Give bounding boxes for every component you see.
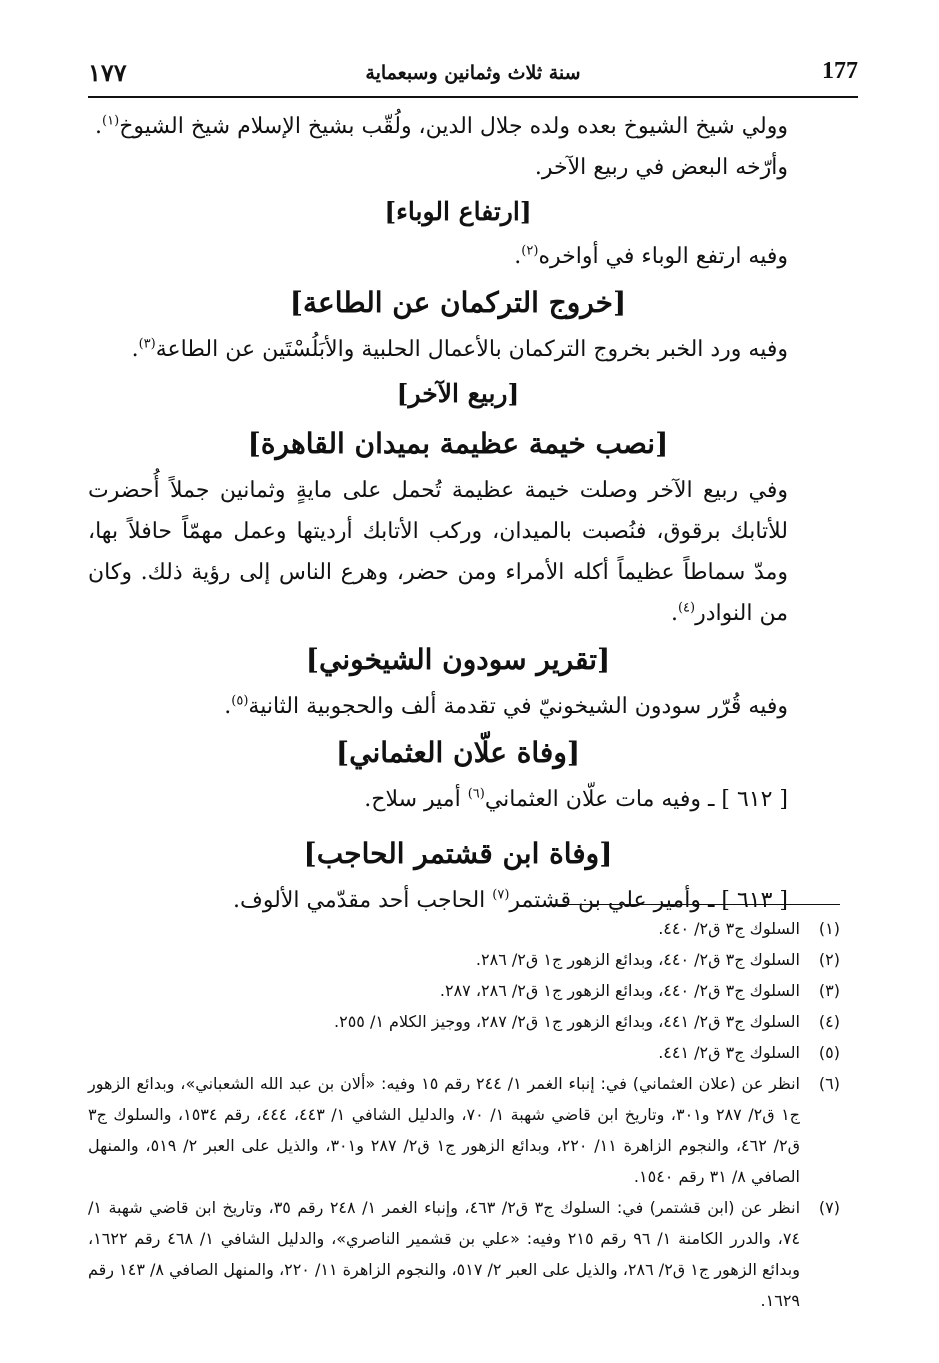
footnote-number: (١) bbox=[818, 919, 840, 938]
footnote-ref: (٥) bbox=[231, 693, 249, 709]
footnote-number: (٧) bbox=[818, 1198, 840, 1217]
footnote-ref: (٧) bbox=[492, 887, 510, 903]
page-header bbox=[88, 56, 858, 98]
text-line: وفيه ارتفع الوباء في أواخره bbox=[538, 244, 788, 269]
footnote-text: السلوك ج٣ ق٢/ ٤٤٠. bbox=[658, 919, 800, 938]
section-heading-allan: [وفاة علّان العثماني] bbox=[335, 736, 581, 769]
entry-text: أمير سلاح. bbox=[364, 787, 468, 812]
footnote-text: انظر عن (علان العثماني) في: إنباء الغمر ١/ ٢٤٤ رقم ١٥ وفيه: «ألان بن عبد الله الشعباني»، وبدائع الزهور ج١ ق٢/ ٢٨٧ و٣٠١، وتاريخ ابن قاضي شهبة ١/ ٧٠، والدليل الشافي ١/ ٤٤٣، ٤٤٤، رقم ١٥٣٤، والسلوك ج٣ ق٢/ ٤٦٢، والنجوم الزاهرة ١١/ ٢٢٠، وبدائع الزهور ج١ ق٢/ ٢٨٧ و٣٠١، والذيل على العبر ٢/ ٥١٩، والمنهل الصافي ٨/ ٣١ رقم ١٥٤٠. bbox=[88, 1074, 801, 1186]
entry-number: [ ٦١٣ ] bbox=[721, 888, 788, 913]
paragraph-succession bbox=[88, 106, 828, 147]
footnote-number: (٢) bbox=[818, 950, 840, 969]
period: . bbox=[95, 114, 103, 139]
footnote-text: السلوك ج٣ ق٢/ ٤٤٠، وبدائع الزهور ج١ ق٢/ ٢٨٦، ٢٨٧. bbox=[439, 981, 800, 1000]
footnote-ref: (٢) bbox=[521, 243, 539, 259]
footnote-divider bbox=[550, 904, 840, 905]
period: . bbox=[131, 337, 139, 362]
entry-text: ـ وفيه مات علّان العثماني bbox=[484, 787, 722, 812]
page-number-latin: 177 bbox=[822, 58, 858, 84]
section-heading-rabi: [ربيع الآخر] bbox=[396, 379, 520, 408]
paragraph-sudun bbox=[88, 686, 828, 727]
footnote-number: (٦) bbox=[818, 1074, 840, 1093]
text-line: وفيه ورد الخبر بخروج التركمان بالأعمال الحلبية والأبَلُسْتَين عن الطاعة bbox=[155, 337, 788, 362]
footnotes bbox=[88, 904, 840, 1316]
footnote-text: السلوك ج٣ ق٢/ ٤٤١. bbox=[658, 1043, 800, 1062]
section-heading-qashtamur: [وفاة ابن قشتمر الحاجب] bbox=[303, 837, 613, 870]
footnote-text: السلوك ج٣ ق٢/ ٤٤١، وبدائع الزهور ج١ ق٢/ ٢٨٧، ووجيز الكلام ١/ ٢٥٥. bbox=[334, 1012, 800, 1031]
entry-612 bbox=[88, 779, 828, 820]
footnote-ref: (٤) bbox=[677, 600, 696, 616]
footnote-text: انظر عن (ابن قشتمر) في: السلوك ج٣ ق٢/ ٤٦٣، وإنباء الغمر ١/ ٢٤٨ رقم ٣٥، وتاريخ ابن قاضي شهبة ١/ ٧٤، والدرر الكامنة ١/ ٩٦ رقم ٢١٥ وفيه: «علي بن قشمير الناصري»، والدليل الشافي ١/ ٤٦٨ رقم ١٦٢٢، وبدائع الزهور ج١ ق٢/ ٢٨٦، والذيل على العبر ٢/ ٥١٧، والنجوم الزاهرة ١١/ ٢٢٠، والمنهل الصافي ٨/ ١٤٣ رقم ١٦٢٩. bbox=[88, 1198, 801, 1310]
footnote bbox=[88, 975, 840, 1006]
section-heading-sudun: [تقرير سودون الشيخوني] bbox=[305, 643, 611, 676]
period: . bbox=[670, 601, 678, 626]
footnote bbox=[88, 1037, 840, 1068]
footnote bbox=[88, 1006, 840, 1037]
footnote-number: (٥) bbox=[818, 1043, 840, 1062]
footnote bbox=[88, 1192, 840, 1316]
period: . bbox=[224, 694, 232, 719]
main-text bbox=[88, 106, 828, 921]
footnote-ref: (٦) bbox=[467, 786, 485, 802]
footnote-number: (٣) bbox=[818, 981, 840, 1000]
text-line: وأرّخه البعض في ربيع الآخر. bbox=[534, 155, 788, 180]
footnote bbox=[88, 944, 840, 975]
text-line: وولي شيخ الشيوخ بعده ولده جلال الدين، ولُقّب بشيخ الإسلام شيخ الشيوخ bbox=[119, 114, 788, 139]
footnote bbox=[88, 913, 840, 944]
entry-number: [ ٦١٢ ] bbox=[721, 787, 788, 812]
footnote-ref: (١) bbox=[102, 113, 120, 129]
section-heading-turkmen: [خروج التركمان عن الطاعة] bbox=[289, 286, 627, 319]
page-number-arabic: ١٧٧ bbox=[88, 58, 127, 87]
section-heading-plague: [ارتفاع الوباء] bbox=[384, 197, 532, 226]
text-line: وفيه قُرّر سودون الشيخونيّ في تقدمة ألف والحجوبية الثانية bbox=[248, 694, 788, 719]
paragraph-tent bbox=[88, 470, 828, 634]
running-title: سنة ثلاث وثمانين وسبعماية bbox=[365, 62, 581, 84]
text-block: وفي ربيع الآخر وصلت خيمة عظيمة تُحمل على مايةٍ وثمانين جملاً أُحضرت للأتابك برقوق، فنُصبت بالميدان، وركب الأتابك أرديتها وعمل مهمّاً حافلاً بها، ومدّ سماطاً عظيماً أكله الأمراء ومن حضر، وهرع الناس إلى رؤية ذلك. وكان من النوادر bbox=[88, 478, 788, 626]
entry-text: الحاجب أحد مقدّمي الألوف. bbox=[233, 888, 493, 913]
footnote bbox=[88, 1068, 840, 1192]
section-heading-tent: [نصب خيمة عظيمة بميدان القاهرة] bbox=[247, 427, 669, 460]
entry-text: ـ وأمير علي بن قشتمر bbox=[509, 888, 722, 913]
footnote-number: (٤) bbox=[818, 1012, 840, 1031]
paragraph-turkmen bbox=[88, 329, 828, 370]
paragraph-plague bbox=[88, 236, 828, 277]
period: . bbox=[514, 244, 522, 269]
footnote-ref: (٣) bbox=[138, 336, 156, 352]
footnote-text: السلوك ج٣ ق٢/ ٤٤٠، وبدائع الزهور ج١ ق٢/ ٢٨٦. bbox=[475, 950, 800, 969]
